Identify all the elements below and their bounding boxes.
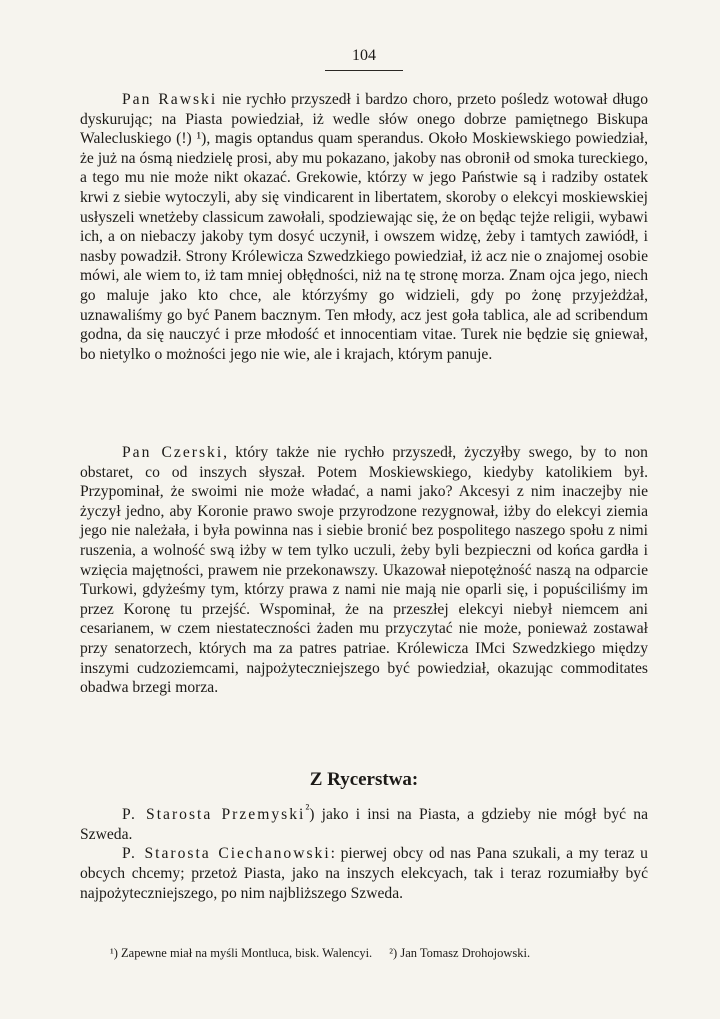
speaker-name: P. Starosta Ciechanowski	[122, 845, 331, 863]
page-number-rule	[325, 70, 403, 71]
footnote-1: ¹) Zapewne miał na myśli Montluca, bisk. Walencyi.	[110, 946, 373, 960]
footnotes	[110, 945, 630, 961]
speaker-name: Pan Rawski	[122, 91, 218, 108]
speaker-name: Pan Czerski	[122, 444, 224, 461]
paragraph-ciechanowski	[80, 844, 648, 903]
speaker-name: P. Starosta Przemyski	[122, 806, 306, 824]
paragraph-czerski	[80, 443, 648, 698]
main-text-2	[80, 443, 648, 698]
footnote-marker: ²	[305, 801, 310, 816]
page-number: 104	[352, 47, 376, 64]
rycerstwo-text	[80, 799, 648, 903]
main-text	[80, 90, 648, 364]
paragraph-rawski	[80, 90, 648, 364]
section-heading: Z Rycerstwa:	[309, 769, 419, 790]
paragraph-przemyski	[80, 799, 648, 844]
paragraph-text: nie rychło przyszedł i bardzo choro, przeto pośledz wotował długo dyskurując; na Piasta powiedział, iż wedle słów onego dobrze pamiętnego Biskupa Walecluskiego (!) ¹), magis optandus quam sperandus. Około Moskiewskiego powiedział, że już na ósmą niedzielę prosi, aby mu pokazano, jakoby nas obronił od smoka tureckiego, a tego mu nie może nikt okazać. Grekowie, którzy w jego Państwie są i radziby ostatek krwi z siebie wytoczyli, aby się vindicarent in libertatem, skoroby o elekcyi moskiewskiej usłyszeli wnetżeby classicum zawołali, spodziewając się, że on będąc tejże religii, wybawi ich, a on niebaczy jakoby tym dosyć uczynił, i owszem widzę, żeby i tamtych zawiódł, i nasby powadził. Strony Królewicza Szwedzkiego powiedział, iż acz nie o znajomej osobie mówi, ale wiem to, iż tam mniej obłędności, niż na tę stronę morza. Znam ojca jego, niech go maluje jako kto chce, ale którzyśmy go widzieli, gdy po żonę przyjeżdżał, uznawaliśmy go być Panem bacznym. Ten młody, acz jest goła tablica, ale ad scribendum godna, da się nauczyć i prze młodość et innocentiam vitae. Turek nie będzie się gniewał, bo nietylko o możności jego nie wie, ale i krajach, którym panuje.	[80, 91, 648, 363]
paragraph-text: ) jako i insi na Piasta, a gdzieby nie mógł być na Szweda.	[80, 806, 648, 843]
paragraph-text: : pierwej obcy od nas Pana szukali, a my teraz u obcych chcemy; przetoż Piasta, jako na inszych elekcyach, tak i teraz rozumiałby być najpożyteczniejszego, po nim najbliższego Szweda.	[80, 845, 648, 902]
footnote-2: ²) Jan Tomasz Drohojowski.	[389, 946, 531, 960]
paragraph-text: , który także nie rychło przyszedł, życzyłby swego, by to non obstaret, co od inszych słyszał. Potem Moskiewskiego, kiedyby katolikiem był. Przypominał, że swoimi nie może władać, a nami jako? Akcesyi z nim inaczejby nie życzył jedno, aby Koronie prawo swoje przyrodzone rezygnował, iżby do elekcyi ziemia jego nie należała, i była powinna nas i siebie bronić bez pospolitego naszego społu z nimi ruszenia, a wolność swą iżby w tem tylko uczuli, żeby byli bezpieczni od końca gardła i wzięcia majętności, prawem nie przekonawszy. Ukazował niepotężność naszą na odparcie Turkowi, gdyżeśmy tym, którzy prawa z nami nie mają nie oparli się, i popuściliśmy im przez Koronę tu przejść. Wspominał, że na przeszłej elekcyi niebył niemcem ani cesarianem, w czem niestateczności żaden mu przyczytać nie może, ponieważ zostawał przy senatorzech, których ma za patres patriae. Królewicza IMci Szwedzkiego między inszymi cudzoziemcami, najpożyteczniejszego być powiedział, okazując commoditates obadwa brzegi morza.	[80, 444, 648, 697]
